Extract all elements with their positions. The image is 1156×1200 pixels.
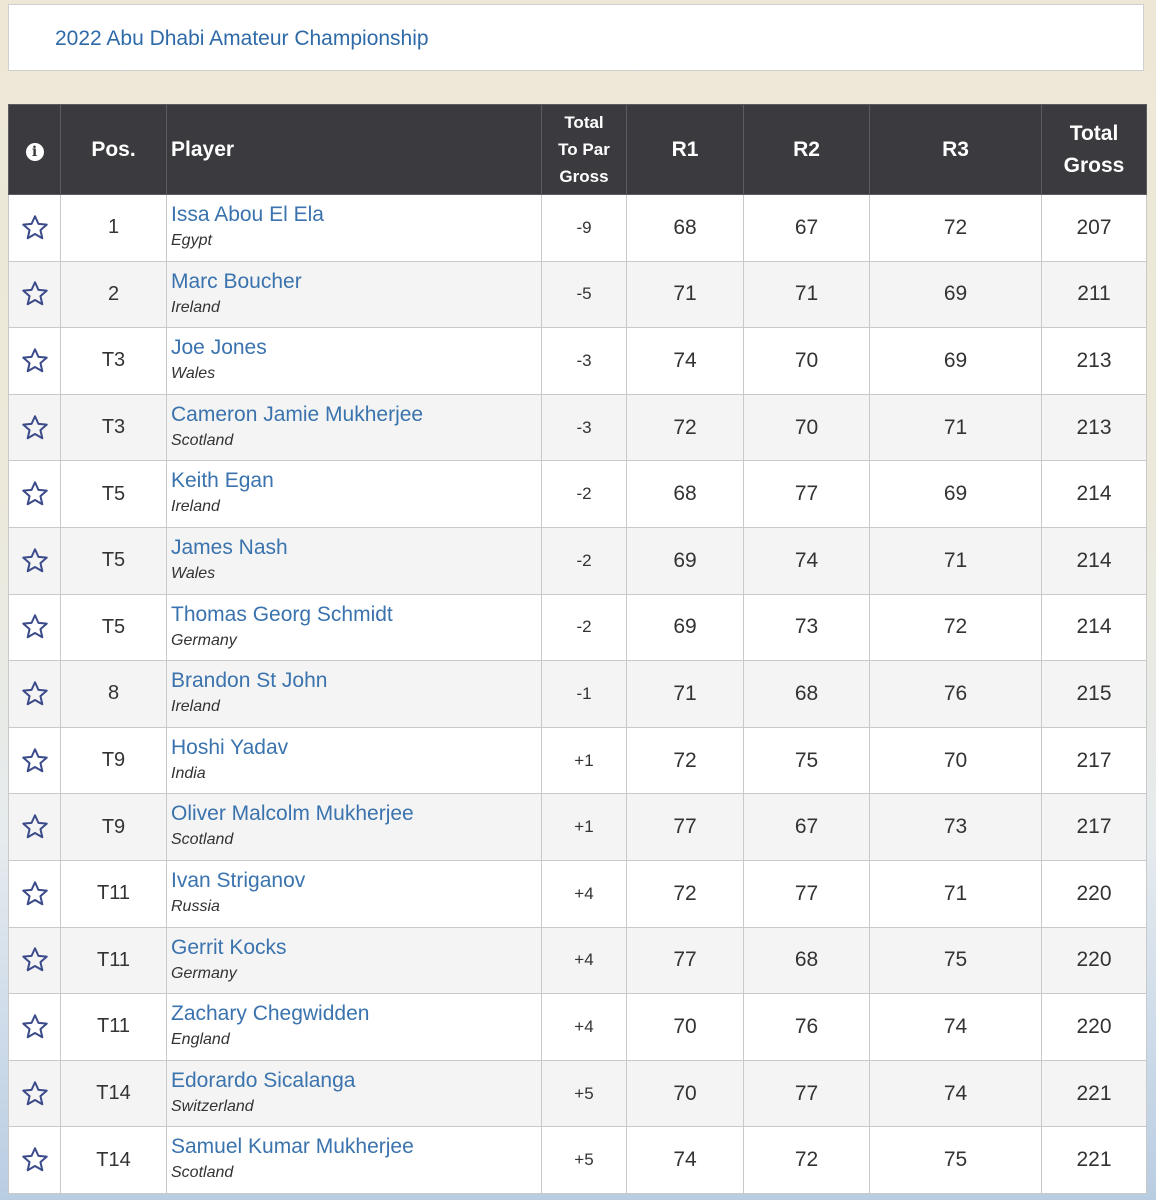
total-gross-cell: 214 xyxy=(1042,461,1147,528)
to-par-cell: -2 xyxy=(542,527,627,594)
position-cell: T11 xyxy=(61,927,167,994)
star-outline-icon[interactable] xyxy=(20,1012,50,1042)
r2-cell: 71 xyxy=(744,261,870,328)
player-name-link[interactable]: Gerrit Kocks xyxy=(171,935,287,959)
r3-cell: 74 xyxy=(870,1060,1042,1127)
player-name-link[interactable]: James Nash xyxy=(171,535,288,559)
player-cell xyxy=(167,594,542,661)
player-country: India xyxy=(171,764,206,782)
favorite-cell[interactable] xyxy=(9,1127,61,1194)
star-outline-icon[interactable] xyxy=(20,812,50,842)
player-country: Scotland xyxy=(171,831,234,849)
star-outline-icon[interactable] xyxy=(20,879,50,909)
r3-cell: 75 xyxy=(870,927,1042,994)
star-outline-icon[interactable] xyxy=(20,1079,50,1109)
r1-header[interactable]: R1 xyxy=(627,105,744,195)
r2-cell: 70 xyxy=(744,394,870,461)
player-name-link[interactable]: Brandon St John xyxy=(171,669,328,693)
r3-cell: 72 xyxy=(870,594,1042,661)
r1-cell: 71 xyxy=(627,661,744,728)
player-country: Wales xyxy=(171,365,216,383)
position-cell: T9 xyxy=(61,727,167,794)
table-row xyxy=(9,727,1147,794)
total-gross-header[interactable] xyxy=(1042,105,1147,195)
total-gross-cell: 214 xyxy=(1042,527,1147,594)
table-row xyxy=(9,328,1147,395)
to-par-cell: -5 xyxy=(542,261,627,328)
total-gross-cell: 220 xyxy=(1042,994,1147,1061)
header-row xyxy=(9,105,1147,195)
total-gross-cell: 213 xyxy=(1042,328,1147,395)
r3-cell: 71 xyxy=(870,394,1042,461)
total-gross-cell: 221 xyxy=(1042,1060,1147,1127)
player-name-link[interactable]: Samuel Kumar Mukherjee xyxy=(171,1135,414,1159)
to-par-cell: +4 xyxy=(542,860,627,927)
info-header[interactable] xyxy=(9,105,61,195)
player-country: Germany xyxy=(171,631,237,649)
star-outline-icon[interactable] xyxy=(20,945,50,975)
to-par-cell: +1 xyxy=(542,727,627,794)
table-row xyxy=(9,394,1147,461)
player-name-link[interactable]: Issa Abou El Ela xyxy=(171,203,324,226)
favorite-cell[interactable] xyxy=(9,661,61,728)
r2-cell: 74 xyxy=(744,527,870,594)
total-gross-cell: 217 xyxy=(1042,727,1147,794)
total-gross-cell: 213 xyxy=(1042,394,1147,461)
total-gross-cell: 207 xyxy=(1042,195,1147,262)
player-cell xyxy=(167,527,542,594)
position-cell: T5 xyxy=(61,594,167,661)
r2-cell: 68 xyxy=(744,661,870,728)
info-icon[interactable]: i xyxy=(26,143,44,161)
leaderboard-table xyxy=(8,104,1147,1194)
star-outline-icon[interactable] xyxy=(20,413,50,443)
r3-cell: 69 xyxy=(870,261,1042,328)
position-cell: 2 xyxy=(61,261,167,328)
player-name-link[interactable]: Joe Jones xyxy=(171,336,267,360)
r3-cell: 73 xyxy=(870,794,1042,861)
to-par-cell: -9 xyxy=(542,195,627,262)
r3-cell: 71 xyxy=(870,527,1042,594)
r2-cell: 75 xyxy=(744,727,870,794)
r3-cell: 71 xyxy=(870,860,1042,927)
total-gross-cell: 220 xyxy=(1042,860,1147,927)
r3-cell: 72 xyxy=(870,195,1042,262)
to-par-header[interactable] xyxy=(542,105,627,195)
table-row xyxy=(9,261,1147,328)
favorite-cell[interactable] xyxy=(9,927,61,994)
event-title-box xyxy=(8,4,1144,71)
event-title[interactable]: 2022 Abu Dhabi Amateur Championship xyxy=(55,27,429,50)
star-outline-icon[interactable] xyxy=(20,546,50,576)
to-par-header-line2: To Par xyxy=(558,140,610,159)
table-row xyxy=(9,927,1147,994)
r3-cell: 74 xyxy=(870,994,1042,1061)
total-gross-cell: 215 xyxy=(1042,661,1147,728)
player-country: Wales xyxy=(171,564,216,582)
position-cell: T5 xyxy=(61,527,167,594)
favorite-cell[interactable] xyxy=(9,195,61,262)
player-cell xyxy=(167,927,542,994)
star-outline-icon[interactable] xyxy=(20,612,50,642)
pos-header[interactable]: Pos. xyxy=(61,105,167,195)
favorite-cell[interactable] xyxy=(9,461,61,528)
favorite-cell[interactable] xyxy=(9,527,61,594)
table-row xyxy=(9,594,1147,661)
favorite-cell[interactable] xyxy=(9,328,61,395)
player-name-link[interactable]: Marc Boucher xyxy=(171,269,302,293)
r3-cell: 75 xyxy=(870,1127,1042,1194)
position-cell: T3 xyxy=(61,328,167,395)
player-country: Russia xyxy=(171,897,220,915)
position-cell: 1 xyxy=(61,195,167,262)
to-par-header-line3: Gross xyxy=(559,167,609,186)
to-par-cell: -3 xyxy=(542,394,627,461)
r2-cell: 68 xyxy=(744,927,870,994)
r1-cell: 68 xyxy=(627,195,744,262)
star-outline-icon[interactable] xyxy=(20,746,50,776)
favorite-cell[interactable] xyxy=(9,261,61,328)
player-cell xyxy=(167,860,542,927)
r1-cell: 71 xyxy=(627,261,744,328)
r2-cell: 72 xyxy=(744,1127,870,1194)
r3-cell: 76 xyxy=(870,661,1042,728)
player-name-link[interactable]: Hoshi Yadav xyxy=(171,735,289,759)
player-cell xyxy=(167,394,542,461)
r3-header[interactable]: R3 xyxy=(870,105,1042,195)
r1-cell: 74 xyxy=(627,1127,744,1194)
player-country: England xyxy=(171,1031,230,1049)
total-gross-cell: 217 xyxy=(1042,794,1147,861)
to-par-header-line1: Total xyxy=(564,113,604,132)
table-row xyxy=(9,527,1147,594)
player-header[interactable]: Player xyxy=(167,105,542,195)
r1-cell: 77 xyxy=(627,927,744,994)
player-cell xyxy=(167,1060,542,1127)
favorite-cell[interactable] xyxy=(9,594,61,661)
r2-cell: 67 xyxy=(744,794,870,861)
to-par-cell: +5 xyxy=(542,1060,627,1127)
player-country: Ireland xyxy=(171,698,220,716)
r2-cell: 77 xyxy=(744,1060,870,1127)
to-par-cell: +4 xyxy=(542,927,627,994)
r2-cell: 67 xyxy=(744,195,870,262)
total-gross-header-line1: Total xyxy=(1069,121,1119,145)
player-country: Ireland xyxy=(171,298,220,316)
r1-cell: 77 xyxy=(627,794,744,861)
player-cell xyxy=(167,261,542,328)
player-cell xyxy=(167,461,542,528)
position-cell: T14 xyxy=(61,1060,167,1127)
player-name-link[interactable]: Thomas Georg Schmidt xyxy=(171,602,393,626)
total-gross-header-line2: Gross xyxy=(1063,153,1125,177)
total-gross-cell: 214 xyxy=(1042,594,1147,661)
player-name-link[interactable]: Zachary Chegwidden xyxy=(171,1002,370,1026)
table-row xyxy=(9,794,1147,861)
player-name-link[interactable]: Edorardo Sicalanga xyxy=(171,1068,356,1092)
favorite-cell[interactable] xyxy=(9,1060,61,1127)
player-country: Scotland xyxy=(171,431,234,449)
player-cell xyxy=(167,328,542,395)
player-cell xyxy=(167,1127,542,1194)
table-row xyxy=(9,195,1147,262)
r1-cell: 70 xyxy=(627,1060,744,1127)
position-cell: 8 xyxy=(61,661,167,728)
star-outline-icon[interactable] xyxy=(20,1145,50,1175)
r1-cell: 72 xyxy=(627,394,744,461)
r2-header[interactable]: R2 xyxy=(744,105,870,195)
r1-cell: 68 xyxy=(627,461,744,528)
r3-cell: 69 xyxy=(870,328,1042,395)
r1-cell: 69 xyxy=(627,594,744,661)
r2-cell: 77 xyxy=(744,461,870,528)
position-cell: T5 xyxy=(61,461,167,528)
player-country: Ireland xyxy=(171,498,220,516)
r3-cell: 70 xyxy=(870,727,1042,794)
to-par-cell: -2 xyxy=(542,461,627,528)
favorite-cell[interactable] xyxy=(9,727,61,794)
player-cell xyxy=(167,661,542,728)
position-cell: T11 xyxy=(61,994,167,1061)
star-outline-icon[interactable] xyxy=(20,679,50,709)
to-par-cell: -2 xyxy=(542,594,627,661)
player-country: Germany xyxy=(171,964,237,982)
to-par-cell: -1 xyxy=(542,661,627,728)
position-cell: T11 xyxy=(61,860,167,927)
position-cell: T9 xyxy=(61,794,167,861)
table-row xyxy=(9,994,1147,1061)
total-gross-cell: 211 xyxy=(1042,261,1147,328)
to-par-cell: +1 xyxy=(542,794,627,861)
table-row xyxy=(9,1060,1147,1127)
player-name-link[interactable]: Keith Egan xyxy=(171,469,274,493)
to-par-cell: -3 xyxy=(542,328,627,395)
r3-cell: 69 xyxy=(870,461,1042,528)
player-cell xyxy=(167,195,542,262)
table-row xyxy=(9,1127,1147,1194)
player-name-link[interactable]: Cameron Jamie Mukherjee xyxy=(171,402,424,426)
r1-cell: 74 xyxy=(627,328,744,395)
player-name-link[interactable]: Ivan Striganov xyxy=(171,868,306,892)
favorite-cell[interactable] xyxy=(9,860,61,927)
star-outline-icon[interactable] xyxy=(20,213,50,243)
favorite-cell[interactable] xyxy=(9,794,61,861)
favorite-cell[interactable] xyxy=(9,394,61,461)
r2-cell: 73 xyxy=(744,594,870,661)
player-cell xyxy=(167,727,542,794)
player-country: Egypt xyxy=(171,232,212,249)
position-cell: T3 xyxy=(61,394,167,461)
r1-cell: 72 xyxy=(627,860,744,927)
star-outline-icon[interactable] xyxy=(20,479,50,509)
r2-cell: 70 xyxy=(744,328,870,395)
star-outline-icon[interactable] xyxy=(20,346,50,376)
table-row xyxy=(9,860,1147,927)
r1-cell: 72 xyxy=(627,727,744,794)
total-gross-cell: 221 xyxy=(1042,1127,1147,1194)
table-row xyxy=(9,461,1147,528)
position-cell: T14 xyxy=(61,1127,167,1194)
player-name-link[interactable]: Oliver Malcolm Mukherjee xyxy=(171,802,414,826)
table-row xyxy=(9,661,1147,728)
player-country: Switzerland xyxy=(171,1097,254,1115)
player-country: Scotland xyxy=(171,1164,234,1182)
player-cell xyxy=(167,994,542,1061)
player-cell xyxy=(167,794,542,861)
favorite-cell[interactable] xyxy=(9,994,61,1061)
total-gross-cell: 220 xyxy=(1042,927,1147,994)
to-par-cell: +5 xyxy=(542,1127,627,1194)
r1-cell: 70 xyxy=(627,994,744,1061)
r2-cell: 77 xyxy=(744,860,870,927)
star-outline-icon[interactable] xyxy=(20,279,50,309)
to-par-cell: +4 xyxy=(542,994,627,1061)
r2-cell: 76 xyxy=(744,994,870,1061)
r1-cell: 69 xyxy=(627,527,744,594)
